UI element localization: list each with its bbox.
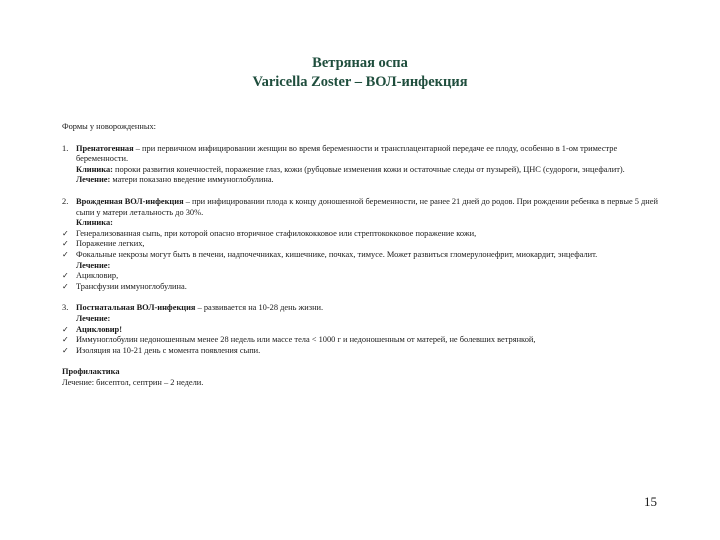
section-1-treatment-label: Лечение: — [76, 175, 111, 185]
checkmark-icon: ✓ — [62, 335, 69, 345]
section-2-clinic-label: Клиника: — [76, 218, 113, 228]
forms-heading: Формы у новорожденных: — [62, 122, 156, 131]
list-item — [62, 271, 662, 282]
list-item — [62, 282, 662, 293]
section-3 — [62, 303, 662, 356]
list-item — [62, 346, 662, 357]
section-3-treatment-item: Изоляция на 10-21 день с момента появления сыпи. — [76, 345, 261, 355]
checkmark-icon: ✓ — [62, 271, 69, 281]
list-item — [62, 250, 662, 261]
section-1-text: – при первичном инфицировании женщин во время беременности и трансплацентарной передаче ее плоду, особенно в 1-ом триместре беременности. — [76, 143, 618, 164]
section-2 — [62, 197, 662, 292]
prevention-label: Профилактика — [62, 367, 120, 377]
slide-title — [0, 54, 720, 92]
section-1-clinic-text: пороки развития конечностей, поражение глаз, кожи (рубцовые изменения кожи и остаточные следы от пузырей), ЦНС (судороги, энцефалит). — [112, 164, 625, 174]
slide-content — [62, 122, 662, 388]
checkmark-icon: ✓ — [62, 345, 69, 355]
section-2-treatment-item: Ацикловир, — [76, 271, 119, 281]
list-item — [62, 335, 662, 346]
section-1-treatment-text: матери показано введение иммуноглобулина. — [110, 175, 274, 185]
section-2-clinic-item: Поражение легких, — [76, 239, 145, 249]
section-3-treatment-item: Иммуноглобулин недоношенным менее 28 недель или массе тела < 1000 г и недоношенным от матерей, не болевших ветрянкой, — [76, 335, 536, 345]
section-2-clinic-item: Генерализованная сыпь, при которой опасно вторичное стафилококковое или стрептококковое поражение кожи, — [76, 228, 477, 238]
checkmark-icon: ✓ — [62, 281, 69, 291]
section-1-number: 1. — [62, 143, 69, 153]
checkmark-icon: ✓ — [62, 249, 69, 259]
section-2-name: Врожденная ВОЛ-инфекция — [76, 196, 184, 206]
title-line-1: Ветряная оспа — [312, 55, 408, 71]
checkmark-icon: ✓ — [62, 324, 69, 334]
section-3-treatment-item: Ацикловир! — [76, 324, 122, 334]
section-1 — [62, 144, 662, 186]
section-2-treatment-label: Лечение: — [76, 260, 111, 270]
section-3-name: Постнатальная ВОЛ-инфекция — [76, 303, 196, 313]
section-2-clinic-item: Фокальные некрозы могут быть в печени, надпочечниках, кишечнике, почках, тимусе. Может развиться гломерулонефрит, миокардит, энцефалит. — [76, 249, 598, 259]
list-item — [62, 325, 662, 336]
list-item — [62, 229, 662, 240]
title-line-2: Varicella Zoster – ВОЛ-инфекция — [252, 74, 468, 90]
section-2-text: – при инфицировании плода к концу доношенной беременности, не ранее 21 дней до родов. При рождении ребенка в первые 5 дней сыпи у матери летальность до 30%. — [76, 196, 658, 217]
checkmark-icon: ✓ — [62, 239, 69, 249]
section-1-name: Пренатогенная — [76, 143, 134, 153]
section-3-number: 3. — [62, 303, 69, 313]
section-1-clinic-label: Клиника: — [76, 164, 113, 174]
prevention-text: Лечение: бисептол, септрин – 2 недели. — [62, 377, 204, 387]
prevention-block — [62, 367, 662, 388]
page-number: 15 — [644, 494, 657, 509]
section-2-treatment-item: Трансфузии иммуноглобулина. — [76, 281, 187, 291]
checkmark-icon: ✓ — [62, 228, 69, 238]
section-3-treatment-label: Лечение: — [76, 313, 111, 323]
section-3-text: – развивается на 10-28 день жизни. — [195, 303, 324, 313]
section-2-number: 2. — [62, 196, 69, 206]
list-item — [62, 239, 662, 250]
